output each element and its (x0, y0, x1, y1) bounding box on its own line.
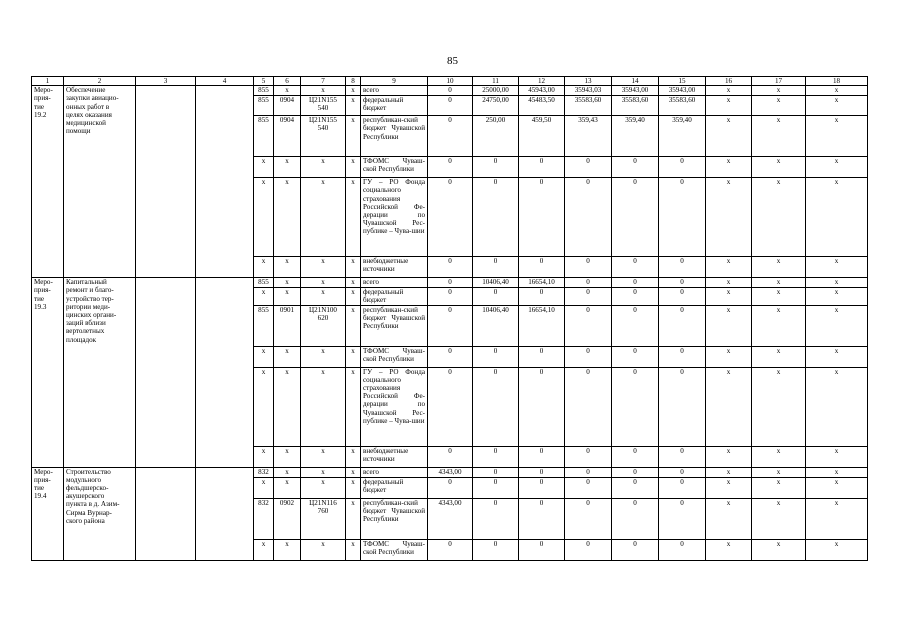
cell-col-8: х (346, 288, 361, 305)
cell-col-16: х (706, 96, 752, 116)
cell-col-13: 35583,60 (565, 96, 612, 116)
cell-col-18: х (806, 96, 868, 116)
cell-col-17: х (752, 467, 806, 477)
cell-col-12: 0 (519, 446, 565, 467)
cell-col-6: 0904 (274, 96, 301, 116)
cell-col-13: 0 (565, 467, 612, 477)
cell-col-13: 0 (565, 446, 612, 467)
cell-col-14: 0 (612, 467, 659, 477)
cell-col-10: 4343,00 (428, 498, 473, 539)
cell-col-7: х (301, 539, 346, 560)
cell-col-12: 0 (519, 346, 565, 367)
column-number-18: 18 (806, 77, 868, 86)
cell-col-15: 0 (659, 288, 706, 305)
column-number-12: 12 (519, 77, 565, 86)
cell-col-6: х (274, 288, 301, 305)
cell-col-11: 10406,40 (473, 305, 519, 346)
cell-col-15: 35583,60 (659, 96, 706, 116)
cell-col-15: 0 (659, 367, 706, 446)
page-number: 85 (447, 55, 458, 67)
cell-col-18: х (806, 539, 868, 560)
cell-col-7: х (301, 178, 346, 257)
cell-col-15: 0 (659, 346, 706, 367)
cell-col-13: 0 (565, 367, 612, 446)
measure-title: Обеспечение закупки авиацио- онных работ в целях оказания медицинской помощи (64, 86, 136, 278)
table-row (32, 278, 868, 288)
measure-label: Меро- прия- тие 19.3 (32, 278, 64, 467)
column-number-15: 15 (659, 77, 706, 86)
cell-col-6: х (274, 477, 301, 498)
cell-col-18: х (806, 278, 868, 288)
cell-col-12: 45483,50 (519, 96, 565, 116)
cell-col-8: х (346, 86, 361, 96)
cell-col-7: Ц21N155 540 (301, 116, 346, 157)
measure-title: Капитальный ремонт и благо- устройство тер- ритории меди- цинских органи- заций вблизи вертолетных площадок (64, 278, 136, 467)
cell-col-6: х (274, 346, 301, 367)
column-number-9: 9 (361, 77, 428, 86)
cell-col-17: х (752, 257, 806, 278)
column-number-8: 8 (346, 77, 361, 86)
participants-cell (196, 86, 254, 278)
cell-col-11: 0 (473, 467, 519, 477)
cell-col-17: х (752, 305, 806, 346)
cell-col-17: х (752, 278, 806, 288)
cell-col-10: 4343,00 (428, 467, 473, 477)
cell-col-14: 0 (612, 477, 659, 498)
cell-col-10: 0 (428, 446, 473, 467)
cell-col-16: х (706, 467, 752, 477)
cell-col-16: х (706, 86, 752, 96)
column-number-17: 17 (752, 77, 806, 86)
cell-col-17: х (752, 346, 806, 367)
cell-col-16: х (706, 116, 752, 157)
cell-col-6: х (274, 446, 301, 467)
cell-col-16: х (706, 539, 752, 560)
cell-col-6: 0901 (274, 305, 301, 346)
cell-col-7: х (301, 477, 346, 498)
cell-col-5: 855 (254, 305, 274, 346)
cell-col-15: 0 (659, 498, 706, 539)
funding-source: ГУ – РО Фонда социального страхования Российской Фе-дерации по Чувашской Рес-публике – Чува-шии (361, 178, 428, 257)
cell-col-6: х (274, 257, 301, 278)
cell-col-13: 0 (565, 178, 612, 257)
cell-col-10: 0 (428, 305, 473, 346)
funding-source: внебюджетные источники (361, 446, 428, 467)
cell-col-12: 0 (519, 257, 565, 278)
participants-cell (196, 467, 254, 560)
cell-col-11: 250,00 (473, 116, 519, 157)
funding-source: всего (361, 278, 428, 288)
cell-col-15: 0 (659, 539, 706, 560)
cell-col-8: х (346, 257, 361, 278)
cell-col-17: х (752, 498, 806, 539)
cell-col-18: х (806, 346, 868, 367)
cell-col-5: 855 (254, 86, 274, 96)
cell-col-5: х (254, 257, 274, 278)
cell-col-14: 0 (612, 498, 659, 539)
cell-col-8: х (346, 539, 361, 560)
cell-col-18: х (806, 477, 868, 498)
cell-col-8: х (346, 367, 361, 446)
cell-col-12: 0 (519, 178, 565, 257)
cell-col-6: х (274, 178, 301, 257)
cell-col-17: х (752, 539, 806, 560)
cell-col-6: х (274, 86, 301, 96)
cell-col-11: 0 (473, 346, 519, 367)
cell-col-15: 0 (659, 446, 706, 467)
cell-col-17: х (752, 96, 806, 116)
cell-col-7: х (301, 446, 346, 467)
cell-col-7: Ц21N155 540 (301, 96, 346, 116)
cell-col-10: 0 (428, 157, 473, 178)
cell-col-8: х (346, 278, 361, 288)
cell-col-10: 0 (428, 477, 473, 498)
cell-col-13: 0 (565, 346, 612, 367)
funding-source: федеральный бюджет (361, 96, 428, 116)
cell-col-14: 359,40 (612, 116, 659, 157)
funding-source: федеральный бюджет (361, 477, 428, 498)
cell-col-12: 0 (519, 157, 565, 178)
cell-col-6: х (274, 467, 301, 477)
cell-col-13: 35943,03 (565, 86, 612, 96)
cell-col-7: х (301, 288, 346, 305)
funding-source: республикан-ский бюджет Чувашской Республики (361, 116, 428, 157)
cell-col-17: х (752, 446, 806, 467)
cell-col-8: х (346, 346, 361, 367)
cell-col-12: 0 (519, 288, 565, 305)
cell-col-12: 0 (519, 498, 565, 539)
cell-col-14: 0 (612, 367, 659, 446)
cell-col-5: 832 (254, 498, 274, 539)
cell-col-10: 0 (428, 86, 473, 96)
cell-col-14: 0 (612, 288, 659, 305)
funding-source: республикан-ский бюджет Чувашской Республики (361, 498, 428, 539)
cell-col-16: х (706, 498, 752, 539)
cell-col-18: х (806, 178, 868, 257)
cell-col-14: 35943,00 (612, 86, 659, 96)
cell-col-10: 0 (428, 278, 473, 288)
responsible-cell (136, 278, 196, 467)
funding-source: республикан-ский бюджет Чувашской Республики (361, 305, 428, 346)
column-number-11: 11 (473, 77, 519, 86)
participants-cell (196, 278, 254, 467)
cell-col-18: х (806, 498, 868, 539)
cell-col-6: 0904 (274, 116, 301, 157)
cell-col-5: 855 (254, 116, 274, 157)
cell-col-13: 0 (565, 539, 612, 560)
cell-col-15: 0 (659, 157, 706, 178)
funding-source: ТФОМС Чуваш-ской Республики (361, 539, 428, 560)
cell-col-14: 0 (612, 178, 659, 257)
cell-col-10: 0 (428, 96, 473, 116)
cell-col-15: 35943,00 (659, 86, 706, 96)
column-number-3: 3 (136, 77, 196, 86)
cell-col-8: х (346, 305, 361, 346)
column-number-10: 10 (428, 77, 473, 86)
cell-col-11: 24750,00 (473, 96, 519, 116)
cell-col-13: 0 (565, 278, 612, 288)
cell-col-14: 0 (612, 346, 659, 367)
cell-col-8: х (346, 477, 361, 498)
funding-source: ТФОМС Чуваш-ской Республики (361, 346, 428, 367)
cell-col-5: 855 (254, 278, 274, 288)
cell-col-11: 25000,00 (473, 86, 519, 96)
responsible-cell (136, 86, 196, 278)
cell-col-11: 0 (473, 539, 519, 560)
cell-col-18: х (806, 157, 868, 178)
cell-col-16: х (706, 446, 752, 467)
cell-col-16: х (706, 178, 752, 257)
cell-col-12: 0 (519, 467, 565, 477)
cell-col-17: х (752, 86, 806, 96)
cell-col-12: 0 (519, 367, 565, 446)
cell-col-15: 0 (659, 467, 706, 477)
cell-col-13: 0 (565, 498, 612, 539)
cell-col-14: 0 (612, 157, 659, 178)
cell-col-7: х (301, 367, 346, 446)
cell-col-18: х (806, 257, 868, 278)
cell-col-13: 359,43 (565, 116, 612, 157)
cell-col-5: 855 (254, 96, 274, 116)
cell-col-5: х (254, 477, 274, 498)
cell-col-18: х (806, 367, 868, 446)
cell-col-17: х (752, 288, 806, 305)
column-number-row (32, 77, 868, 86)
cell-col-15: 0 (659, 257, 706, 278)
cell-col-14: 0 (612, 278, 659, 288)
cell-col-12: 459,50 (519, 116, 565, 157)
cell-col-11: 0 (473, 367, 519, 446)
table-row (32, 467, 868, 477)
cell-col-15: 0 (659, 178, 706, 257)
cell-col-12: 0 (519, 477, 565, 498)
cell-col-13: 0 (565, 257, 612, 278)
column-number-4: 4 (196, 77, 254, 86)
cell-col-12: 45943,00 (519, 86, 565, 96)
cell-col-14: 0 (612, 446, 659, 467)
cell-col-8: х (346, 178, 361, 257)
cell-col-15: 0 (659, 477, 706, 498)
cell-col-17: х (752, 367, 806, 446)
funding-source: ТФОМС Чуваш-ской Республики (361, 157, 428, 178)
measure-label: Меро- прия- тие 19.4 (32, 467, 64, 560)
column-number-13: 13 (565, 77, 612, 86)
cell-col-18: х (806, 305, 868, 346)
cell-col-7: х (301, 278, 346, 288)
cell-col-16: х (706, 257, 752, 278)
cell-col-15: 0 (659, 305, 706, 346)
funding-source: федеральный бюджет (361, 288, 428, 305)
cell-col-16: х (706, 157, 752, 178)
measure-title: Строительство модульного фельдшерско- акушерского пункта в д. Азим- Сирма Вурнар- ского района (64, 467, 136, 560)
cell-col-5: 832 (254, 467, 274, 477)
cell-col-6: х (274, 367, 301, 446)
cell-col-10: 0 (428, 178, 473, 257)
cell-col-7: х (301, 346, 346, 367)
cell-col-16: х (706, 305, 752, 346)
funding-source: внебюджетные источники (361, 257, 428, 278)
cell-col-7: х (301, 467, 346, 477)
cell-col-10: 0 (428, 257, 473, 278)
cell-col-11: 0 (473, 477, 519, 498)
cell-col-12: 16654,10 (519, 305, 565, 346)
cell-col-8: х (346, 498, 361, 539)
cell-col-10: 0 (428, 346, 473, 367)
cell-col-18: х (806, 86, 868, 96)
cell-col-10: 0 (428, 288, 473, 305)
cell-col-5: х (254, 446, 274, 467)
cell-col-7: х (301, 157, 346, 178)
cell-col-6: х (274, 539, 301, 560)
table-row (32, 86, 868, 96)
cell-col-5: х (254, 178, 274, 257)
cell-col-18: х (806, 467, 868, 477)
cell-col-11: 0 (473, 288, 519, 305)
cell-col-6: х (274, 278, 301, 288)
cell-col-17: х (752, 157, 806, 178)
cell-col-11: 0 (473, 178, 519, 257)
cell-col-5: х (254, 539, 274, 560)
cell-col-18: х (806, 446, 868, 467)
column-number-1: 1 (32, 77, 64, 86)
cell-col-7: Ц21N100 620 (301, 305, 346, 346)
cell-col-5: х (254, 367, 274, 446)
cell-col-8: х (346, 116, 361, 157)
cell-col-10: 0 (428, 539, 473, 560)
cell-col-16: х (706, 367, 752, 446)
cell-col-16: х (706, 278, 752, 288)
cell-col-16: х (706, 477, 752, 498)
funding-source: ГУ – РО Фонда социального страхования Российской Фе-дерации по Чувашской Рес-публике – Чува-шии (361, 367, 428, 446)
cell-col-11: 0 (473, 157, 519, 178)
cell-col-15: 0 (659, 278, 706, 288)
cell-col-5: х (254, 288, 274, 305)
cell-col-11: 10406,40 (473, 278, 519, 288)
column-number-5: 5 (254, 77, 274, 86)
cell-col-13: 0 (565, 305, 612, 346)
cell-col-17: х (752, 116, 806, 157)
cell-col-8: х (346, 157, 361, 178)
cell-col-5: х (254, 157, 274, 178)
cell-col-14: 35583,60 (612, 96, 659, 116)
cell-col-14: 0 (612, 539, 659, 560)
cell-col-12: 16654,10 (519, 278, 565, 288)
cell-col-6: х (274, 157, 301, 178)
cell-col-15: 359,40 (659, 116, 706, 157)
column-number-2: 2 (64, 77, 136, 86)
cell-col-11: 0 (473, 257, 519, 278)
responsible-cell (136, 467, 196, 560)
program-table (31, 76, 868, 561)
cell-col-10: 0 (428, 116, 473, 157)
cell-col-8: х (346, 467, 361, 477)
column-number-14: 14 (612, 77, 659, 86)
cell-col-13: 0 (565, 288, 612, 305)
cell-col-18: х (806, 288, 868, 305)
cell-col-12: 0 (519, 539, 565, 560)
cell-col-7: х (301, 257, 346, 278)
cell-col-10: 0 (428, 367, 473, 446)
cell-col-16: х (706, 288, 752, 305)
cell-col-11: 0 (473, 446, 519, 467)
cell-col-14: 0 (612, 257, 659, 278)
cell-col-8: х (346, 446, 361, 467)
cell-col-7: Ц21N116 760 (301, 498, 346, 539)
cell-col-13: 0 (565, 157, 612, 178)
column-number-16: 16 (706, 77, 752, 86)
cell-col-17: х (752, 178, 806, 257)
cell-col-13: 0 (565, 477, 612, 498)
cell-col-8: х (346, 96, 361, 116)
column-number-7: 7 (301, 77, 346, 86)
cell-col-14: 0 (612, 305, 659, 346)
cell-col-6: 0902 (274, 498, 301, 539)
cell-col-5: х (254, 346, 274, 367)
column-number-6: 6 (274, 77, 301, 86)
cell-col-18: х (806, 116, 868, 157)
cell-col-11: 0 (473, 498, 519, 539)
cell-col-7: х (301, 86, 346, 96)
cell-col-17: х (752, 477, 806, 498)
measure-label: Меро- прия- тие 19.2 (32, 86, 64, 278)
funding-source: всего (361, 86, 428, 96)
funding-source: всего (361, 467, 428, 477)
cell-col-16: х (706, 346, 752, 367)
